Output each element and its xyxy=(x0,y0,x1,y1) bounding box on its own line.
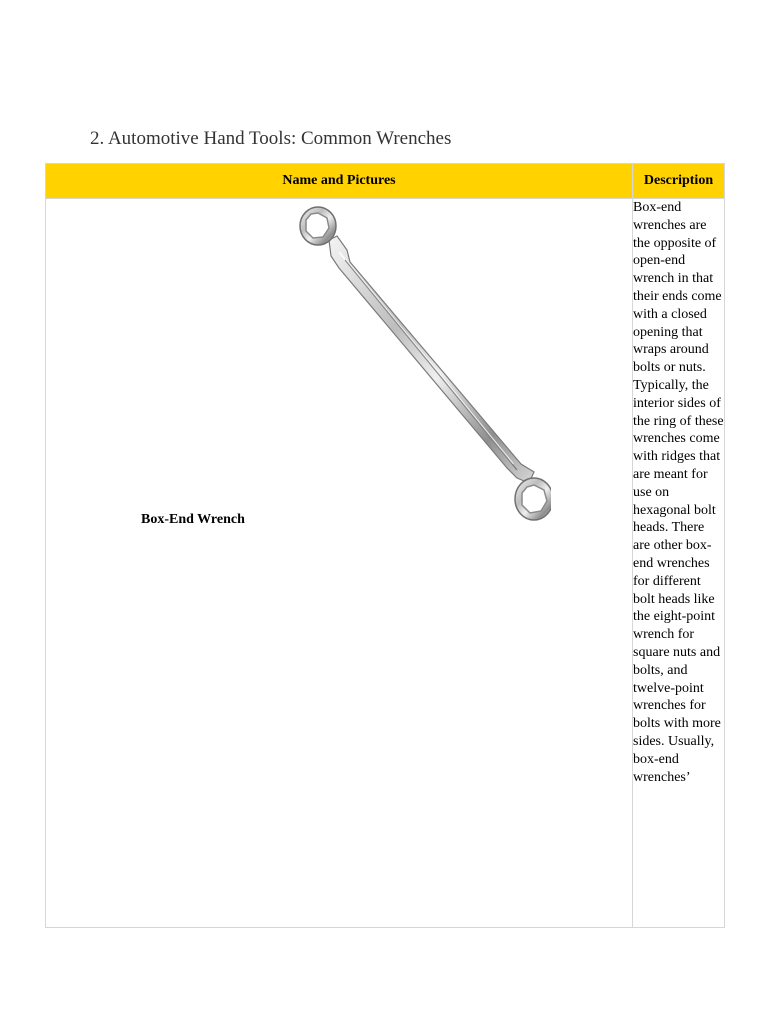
description-cell xyxy=(633,199,725,928)
header-description: Description xyxy=(633,164,725,199)
wrench-table xyxy=(45,163,725,928)
wrench-shaft xyxy=(329,236,534,483)
wrench-bottom-ring xyxy=(515,478,551,520)
page-heading: 2. Automotive Hand Tools: Common Wrenches xyxy=(90,128,452,149)
table-header-row xyxy=(46,164,725,199)
tool-name: Box-End Wrench xyxy=(141,512,245,527)
box-end-wrench-icon xyxy=(251,202,551,528)
tool-description: Box-end wrenches are the opposite of open-end wrench in that their ends come with a closed opening that wraps around bolts or nuts. Typically, the interior sides of the ring of these wrenches come with ridges that are meant for use on hexagonal bolt heads. There are other box-end wrenches for different bolt heads like the eight-point wrench for square nuts and bolts, and twelve-point wrenches for bolts with more sides. Usually, box-end wrenches’ xyxy=(633,200,724,785)
header-name-and-pictures: Name and Pictures xyxy=(46,164,633,199)
wrench-top-ring xyxy=(300,207,336,245)
name-picture-cell xyxy=(46,199,633,928)
table-row xyxy=(46,199,725,928)
